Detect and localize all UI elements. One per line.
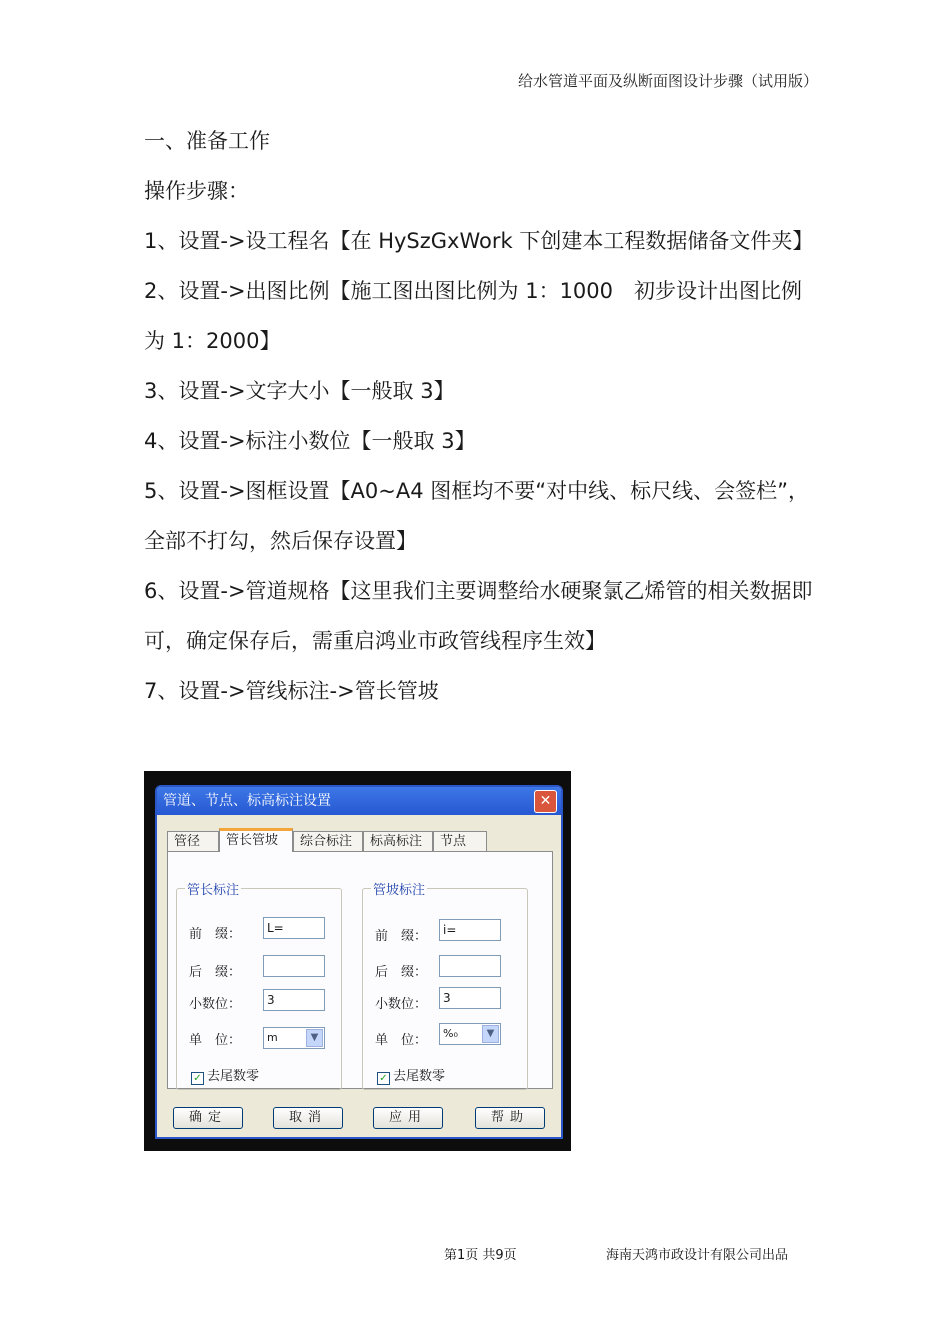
step-3: 3、设置->文字大小【一般取 3】	[144, 379, 455, 403]
page-number: 第1页 共9页	[444, 1248, 517, 1263]
dialog-titlebar	[157, 787, 561, 815]
slope-suffix-input[interactable]	[439, 955, 501, 977]
help-button[interactable]: 帮助	[475, 1107, 545, 1129]
chevron-down-icon: ▼	[306, 1029, 323, 1047]
length-trim-zero-checkbox[interactable]	[191, 1065, 259, 1085]
tab-length-slope[interactable]: 管长管坡	[219, 828, 293, 852]
tab-diameter[interactable]: 管径	[167, 831, 219, 851]
slope-group-title: 管坡标注	[371, 879, 427, 898]
length-suffix-input[interactable]	[263, 955, 325, 977]
document-header: 给水管道平面及纵断面图设计步骤（试用版）	[517, 72, 818, 90]
tab-elevation[interactable]: 标高标注	[363, 831, 433, 851]
step-4: 4、设置->标注小数位【一般取 3】	[144, 429, 476, 453]
slope-unit-value: %₀	[443, 1027, 458, 1040]
slope-decimal-label: 小数位：	[375, 997, 428, 1012]
apply-button[interactable]: 应用	[373, 1107, 443, 1129]
chevron-down-icon: ▼	[482, 1025, 499, 1043]
slope-unit-label: 单 位：	[375, 1033, 428, 1048]
length-unit-value: m	[267, 1031, 278, 1044]
document-body	[144, 116, 814, 716]
tab-panel	[167, 851, 553, 1089]
cancel-button[interactable]: 取消	[273, 1107, 343, 1129]
step-6: 6、设置->管道规格【这里我们主要调整给水硬聚氯乙烯管的相关数据即可，确定保存后，需重启鸿业市政管线程序生效】	[144, 579, 813, 653]
tab-combined[interactable]: 综合标注	[293, 831, 363, 851]
checkmark-icon: ✓	[191, 1072, 204, 1085]
length-decimal-input[interactable]: 3	[263, 989, 325, 1011]
dialog-screenshot	[144, 771, 571, 1151]
footer-company: 海南天鸿市政设计有限公司出品	[606, 1248, 789, 1263]
length-suffix-label: 后 缀：	[189, 965, 242, 980]
slope-trim-zero-checkbox[interactable]	[377, 1065, 445, 1085]
steps-intro: 操作步骤：	[144, 179, 249, 203]
slope-prefix-input[interactable]: i=	[439, 919, 501, 941]
length-prefix-label: 前 缀：	[189, 927, 242, 942]
slope-decimal-input[interactable]: 3	[439, 987, 501, 1009]
length-prefix-input[interactable]: L=	[263, 917, 325, 939]
annotation-settings-dialog	[155, 785, 563, 1139]
length-annotation-group	[176, 883, 342, 1090]
slope-unit-select[interactable]	[439, 1023, 501, 1045]
slope-annotation-group	[362, 883, 528, 1090]
length-unit-label: 单 位：	[189, 1033, 242, 1048]
tab-node[interactable]: 节点	[433, 831, 487, 851]
close-button[interactable]: ✕	[534, 790, 557, 813]
step-7: 7、设置->管线标注->管长管坡	[144, 679, 439, 703]
length-group-title: 管长标注	[185, 879, 241, 898]
length-unit-select[interactable]	[263, 1027, 325, 1049]
slope-prefix-label: 前 缀：	[375, 929, 428, 944]
dialog-title: 管道、节点、标高标注设置	[163, 793, 331, 809]
length-trim-zero-label: 去尾数零	[207, 1069, 260, 1084]
step-1: 1、设置->设工程名【在 HySzGxWork 下创建本工程数据储备文件夹】	[144, 229, 814, 253]
step-2: 2、设置->出图比例【施工图出图比例为 1：1000 初步设计出图比例为 1：2000】	[144, 279, 803, 353]
slope-trim-zero-label: 去尾数零	[393, 1069, 446, 1084]
length-decimal-label: 小数位：	[189, 997, 242, 1012]
slope-suffix-label: 后 缀：	[375, 965, 428, 980]
ok-button[interactable]: 确定	[173, 1107, 243, 1129]
step-5: 5、设置->图框设置【A0~A4 图框均不要“对中线、标尺线、会签栏”，全部不打勾，然后保存设置】	[144, 479, 810, 553]
section-heading: 一、准备工作	[144, 129, 270, 153]
checkmark-icon: ✓	[377, 1072, 390, 1085]
